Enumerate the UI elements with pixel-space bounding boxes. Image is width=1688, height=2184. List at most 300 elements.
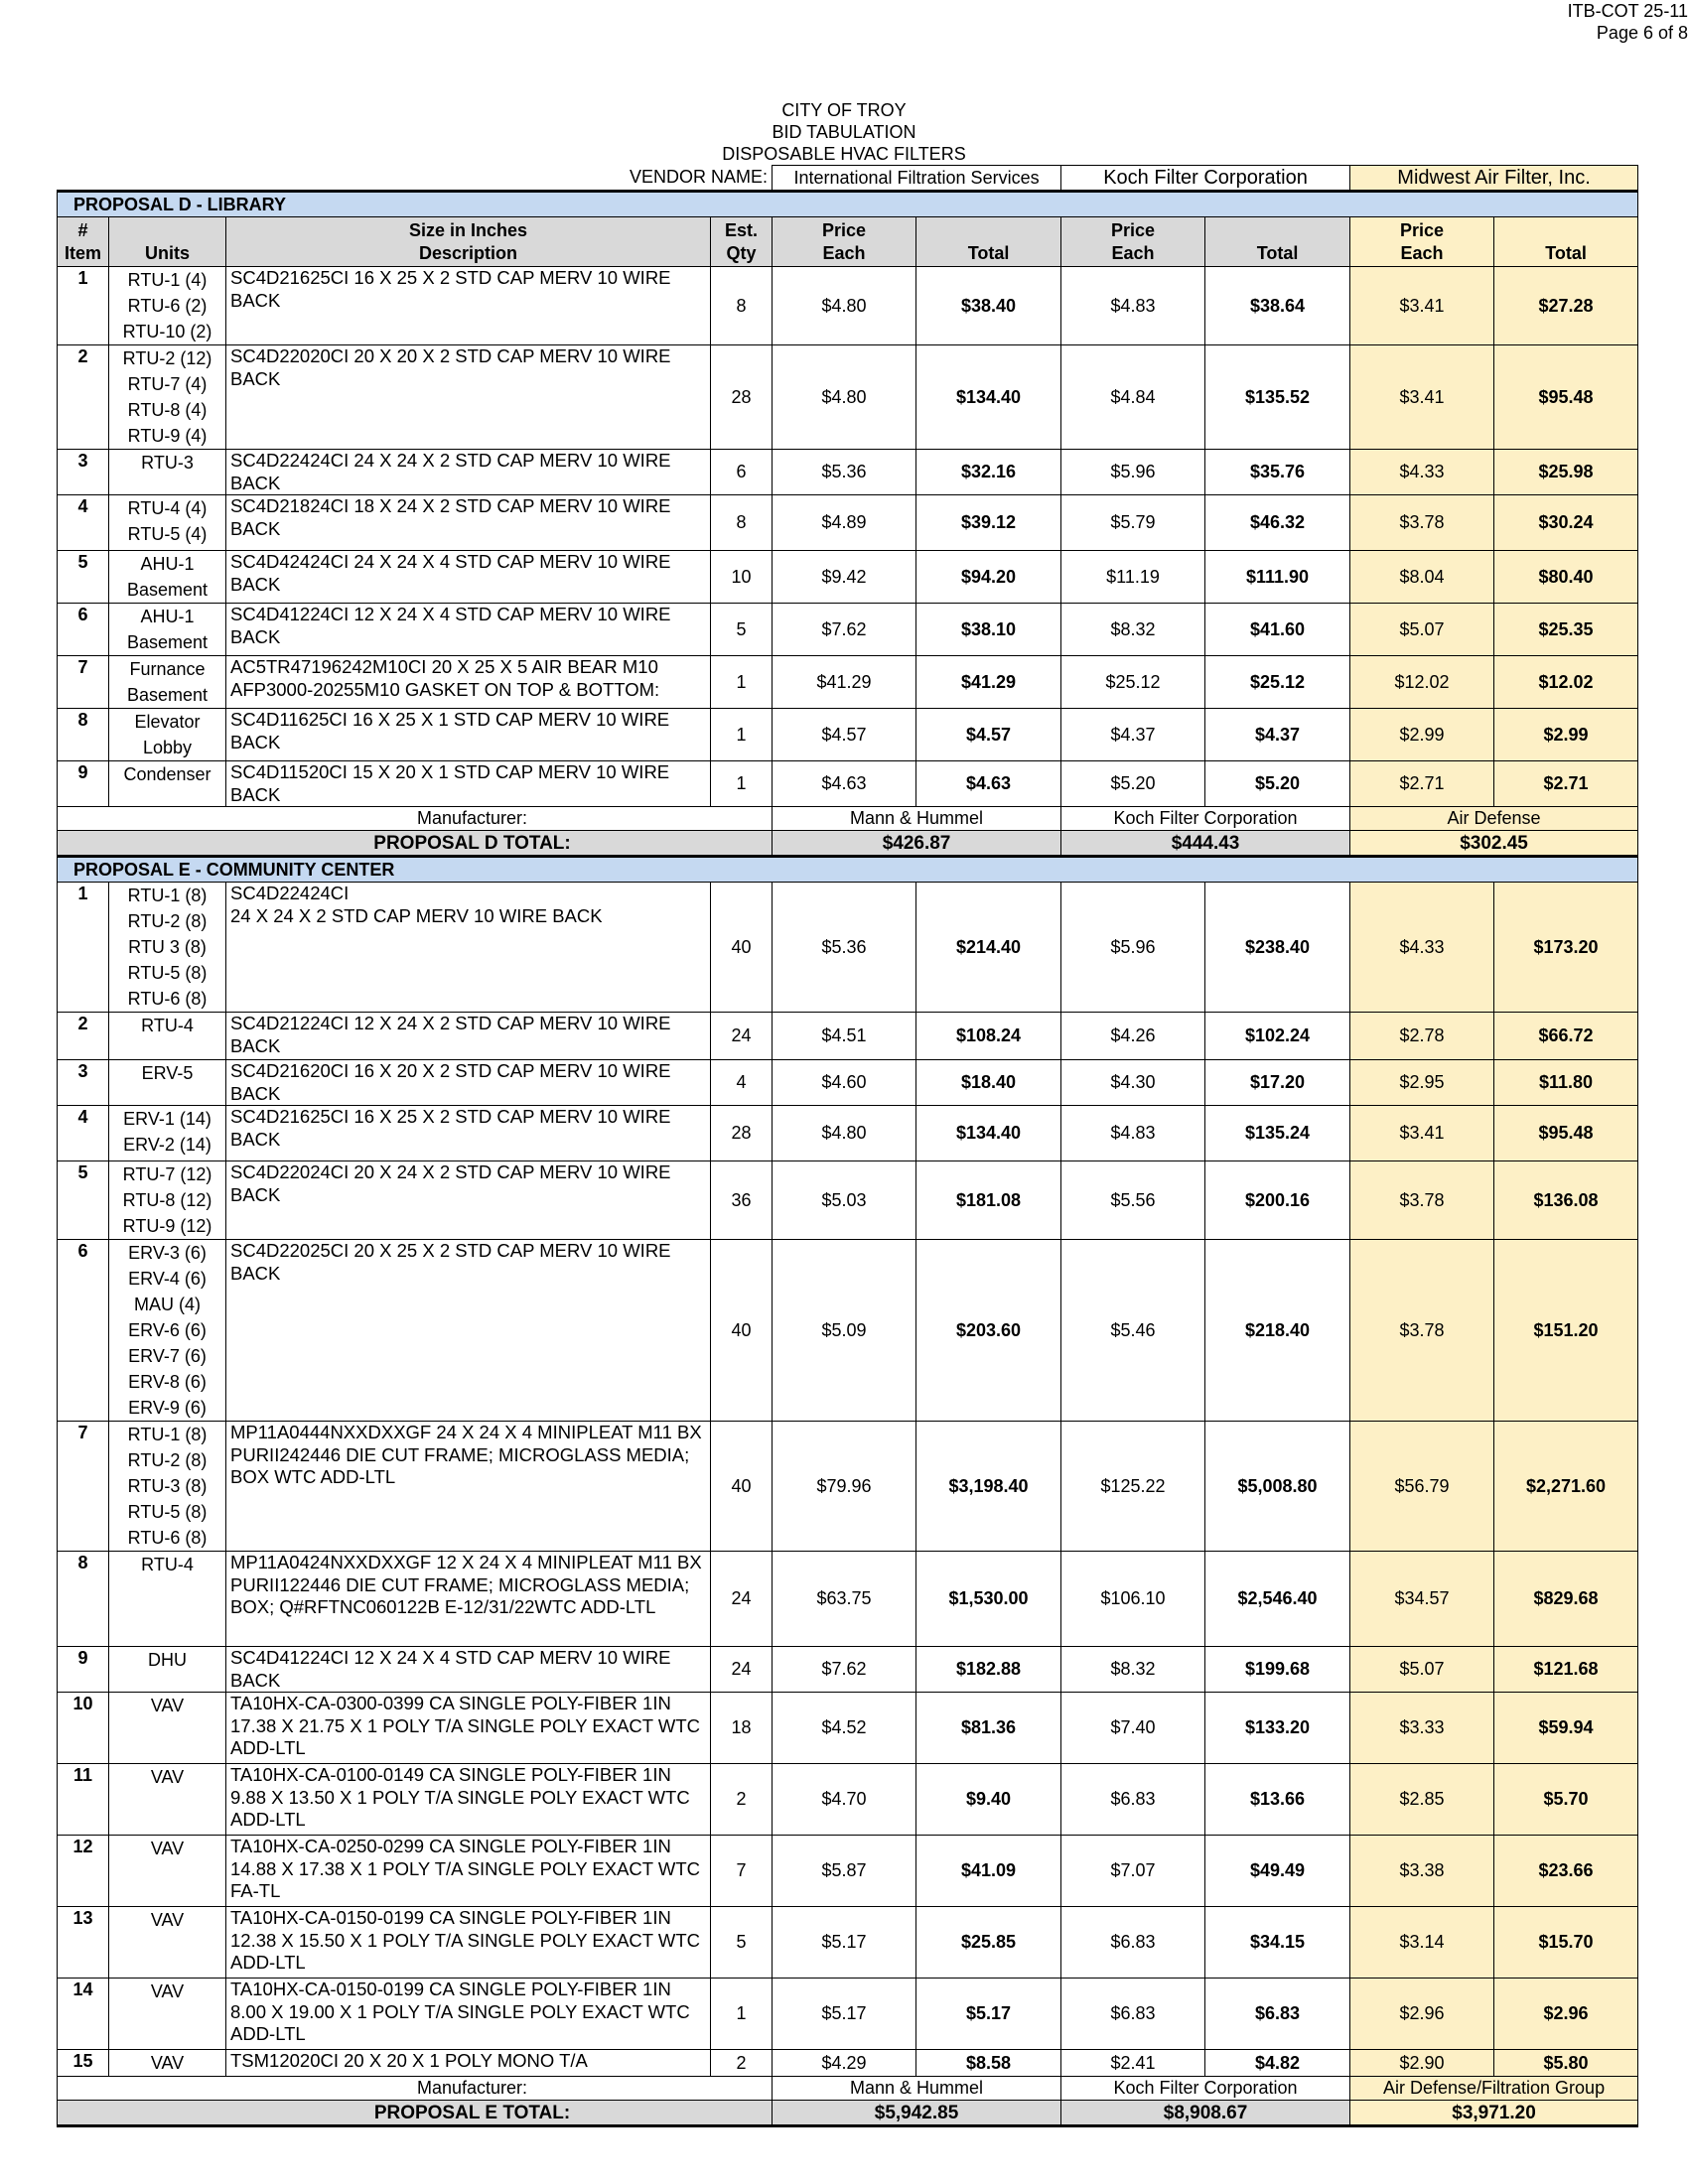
- table-row: [58, 656, 1638, 709]
- description-cell: SC4D22020CI 20 X 20 X 2 STD CAP MERV 10 WIRE BACK: [226, 345, 711, 450]
- total-vendor-1: $134.40: [916, 1106, 1061, 1161]
- unit-label: Lobby: [142, 738, 193, 757]
- unit-label: RTU-2 (8): [127, 911, 208, 931]
- description-cell: SC4D21824CI 18 X 24 X 2 STD CAP MERV 10 WIRE BACK: [226, 495, 711, 551]
- price-each-vendor-1: $41.29: [773, 656, 916, 709]
- units-cell: [109, 2050, 226, 2077]
- item-number: 3: [58, 450, 109, 495]
- total-vendor-1: $3,198.40: [916, 1422, 1061, 1552]
- table-row: [58, 1240, 1638, 1422]
- proposal-total-vendor-2: $444.43: [1061, 831, 1350, 857]
- header-line: [920, 219, 1056, 242]
- description-cell: TA10HX-CA-0300-0399 CA SINGLE POLY-FIBER 1IN 17.38 X 21.75 X 1 POLY T/A SINGLE POLY EXACT WTC ADD-LTL: [226, 1693, 711, 1764]
- page-number: Page 6 of 8: [1596, 23, 1688, 43]
- col-header-item: [58, 217, 109, 267]
- description-cell: MP11A0444NXXDXXGF 24 X 24 X 4 MINIPLEAT M11 BX PURII242446 DIE CUT FRAME; MICROGLASS MEDIA; BOX WTC ADD-LTL: [226, 1422, 711, 1552]
- manufacturer-row: [58, 807, 1638, 831]
- header-line: Est.: [725, 220, 759, 240]
- units-cell: [109, 495, 226, 551]
- item-number: 14: [58, 1979, 109, 2050]
- description-cell: SC4D11625CI 16 X 25 X 1 STD CAP MERV 10 WIRE BACK: [226, 709, 711, 761]
- description-cell: SC4D41224CI 12 X 24 X 4 STD CAP MERV 10 WIRE BACK: [226, 1647, 711, 1693]
- price-each-vendor-2: $4.83: [1061, 1106, 1205, 1161]
- title-bid-tabulation: BID TABULATION: [772, 122, 916, 142]
- price-each-vendor-1: $4.80: [773, 345, 916, 450]
- table-row: [58, 1060, 1638, 1106]
- unit-label: RTU-6 (8): [127, 989, 208, 1009]
- doc-id: ITB-COT 25-11: [1567, 1, 1688, 21]
- qty-cell: 40: [711, 1422, 773, 1552]
- price-each-vendor-1: $63.75: [773, 1552, 916, 1647]
- header-line: Each: [822, 243, 866, 263]
- price-each-vendor-3: $56.79: [1350, 1422, 1494, 1552]
- manufacturer-vendor-3: Air Defense/Filtration Group: [1350, 2077, 1638, 2101]
- unit-label: RTU-5 (8): [127, 1502, 208, 1522]
- unit-label: Basement: [126, 580, 209, 600]
- total-vendor-3: $23.66: [1494, 1836, 1638, 1907]
- total-vendor-1: $9.40: [916, 1764, 1061, 1836]
- total-vendor-2: $135.52: [1205, 345, 1350, 450]
- price-each-vendor-1: $9.42: [773, 551, 916, 604]
- description-cell: TA10HX-CA-0150-0199 CA SINGLE POLY-FIBER 1IN 8.00 X 19.00 X 1 POLY T/A SINGLE POLY EXACT WTC ADD-LTL: [226, 1979, 711, 2050]
- total-vendor-3: $2.99: [1494, 709, 1638, 761]
- proposal-total-vendor-2: $8,908.67: [1061, 2101, 1350, 2126]
- total-vendor-1: $4.63: [916, 761, 1061, 807]
- total-vendor-2: $5.20: [1205, 761, 1350, 807]
- table-row: [58, 495, 1638, 551]
- price-each-vendor-2: $5.96: [1061, 883, 1205, 1013]
- vendor-label: VENDOR NAME:: [630, 167, 769, 188]
- item-number: 4: [58, 495, 109, 551]
- table-row: [58, 1106, 1638, 1161]
- price-each-vendor-1: $4.60: [773, 1060, 916, 1106]
- total-vendor-1: $41.09: [916, 1836, 1061, 1907]
- unit-label: DHU: [148, 1650, 187, 1670]
- qty-cell: 10: [711, 551, 773, 604]
- price-each-vendor-2: $106.10: [1061, 1552, 1205, 1647]
- price-each-vendor-3: $2.78: [1350, 1013, 1494, 1060]
- price-each-vendor-1: $4.80: [773, 267, 916, 345]
- total-vendor-1: $25.85: [916, 1907, 1061, 1979]
- description-cell: SC4D22424CI 24 X 24 X 2 STD CAP MERV 10 WIRE BACK: [226, 450, 711, 495]
- price-each-vendor-3: $3.41: [1350, 345, 1494, 450]
- proposal-total-vendor-1: $426.87: [773, 831, 1061, 857]
- total-vendor-3: $5.80: [1494, 2050, 1638, 2077]
- description-cell: SC4D11520CI 15 X 20 X 1 STD CAP MERV 10 WIRE BACK: [226, 761, 711, 807]
- units-cell: [109, 656, 226, 709]
- total-vendor-3: $59.94: [1494, 1693, 1638, 1764]
- qty-cell: 2: [711, 2050, 773, 2077]
- total-vendor-2: $49.49: [1205, 1836, 1350, 1907]
- qty-cell: 18: [711, 1693, 773, 1764]
- total-vendor-3: $80.40: [1494, 551, 1638, 604]
- total-vendor-1: $4.57: [916, 709, 1061, 761]
- item-number: 2: [58, 345, 109, 450]
- description-cell: SC4D41224CI 12 X 24 X 4 STD CAP MERV 10 WIRE BACK: [226, 604, 711, 656]
- total-vendor-1: $108.24: [916, 1013, 1061, 1060]
- units-cell: [109, 1764, 226, 1836]
- header-line: Units: [145, 243, 190, 263]
- total-vendor-2: $200.16: [1205, 1161, 1350, 1240]
- qty-cell: 5: [711, 1907, 773, 1979]
- price-each-vendor-2: $5.20: [1061, 761, 1205, 807]
- vendor-name-1: International Filtration Services: [773, 166, 1061, 192]
- qty-cell: 24: [711, 1647, 773, 1693]
- total-vendor-2: $38.64: [1205, 267, 1350, 345]
- price-each-vendor-1: $5.17: [773, 1979, 916, 2050]
- qty-cell: 40: [711, 1240, 773, 1422]
- unit-label: RTU-3 (8): [127, 1476, 208, 1496]
- total-vendor-3: $15.70: [1494, 1907, 1638, 1979]
- qty-cell: 4: [711, 1060, 773, 1106]
- price-each-vendor-3: $2.90: [1350, 2050, 1494, 2077]
- total-vendor-1: $94.20: [916, 551, 1061, 604]
- unit-label: RTU 3 (8): [128, 937, 207, 957]
- price-each-vendor-1: $7.62: [773, 1647, 916, 1693]
- total-vendor-3: $151.20: [1494, 1240, 1638, 1422]
- item-number: 2: [58, 1013, 109, 1060]
- units-cell: [109, 345, 226, 450]
- units-cell: [109, 1240, 226, 1422]
- total-vendor-3: $95.48: [1494, 345, 1638, 450]
- header-line: Each: [1111, 243, 1155, 263]
- price-each-vendor-1: $5.09: [773, 1240, 916, 1422]
- description-cell: SC4D21620CI 16 X 20 X 2 STD CAP MERV 10 WIRE BACK: [226, 1060, 711, 1106]
- price-each-vendor-3: $3.41: [1350, 1106, 1494, 1161]
- total-vendor-1: $41.29: [916, 656, 1061, 709]
- total-vendor-3: $12.02: [1494, 656, 1638, 709]
- header-line: Price: [822, 220, 867, 240]
- description-cell: TA10HX-CA-0100-0149 CA SINGLE POLY-FIBER 1IN 9.88 X 13.50 X 1 POLY T/A SINGLE POLY EXACT WTC ADD-LTL: [226, 1764, 711, 1836]
- qty-cell: 7: [711, 1836, 773, 1907]
- total-vendor-2: $4.37: [1205, 709, 1350, 761]
- units-cell: [109, 1013, 226, 1060]
- table-row: [58, 1979, 1638, 2050]
- description-cell: SC4D22025CI 20 X 25 X 2 STD CAP MERV 10 WIRE BACK: [226, 1240, 711, 1422]
- header-line: Size in Inches: [408, 220, 528, 240]
- total-vendor-2: $34.15: [1205, 1907, 1350, 1979]
- price-each-vendor-1: $5.36: [773, 450, 916, 495]
- table-row: [58, 1907, 1638, 1979]
- unit-label: RTU-1 (8): [127, 886, 208, 905]
- table-row: [58, 345, 1638, 450]
- price-each-vendor-2: $4.26: [1061, 1013, 1205, 1060]
- units-cell: [109, 1106, 226, 1161]
- item-number: 15: [58, 2050, 109, 2077]
- unit-label: RTU-8 (4): [127, 400, 208, 420]
- units-cell: [109, 1161, 226, 1240]
- total-vendor-1: $39.12: [916, 495, 1061, 551]
- item-number: 5: [58, 551, 109, 604]
- price-each-vendor-3: $4.33: [1350, 450, 1494, 495]
- price-each-vendor-3: $2.85: [1350, 1764, 1494, 1836]
- unit-label: RTU-1 (8): [127, 1425, 208, 1444]
- price-each-vendor-1: $4.70: [773, 1764, 916, 1836]
- price-each-vendor-2: $8.32: [1061, 604, 1205, 656]
- title-city: CITY OF TROY: [781, 100, 907, 120]
- unit-label: RTU-4: [141, 1016, 194, 1035]
- total-vendor-2: $5,008.80: [1205, 1422, 1350, 1552]
- col-header-total-1: [916, 217, 1061, 267]
- total-vendor-1: $8.58: [916, 2050, 1061, 2077]
- item-number: 5: [58, 1161, 109, 1240]
- col-header-qty: [711, 217, 773, 267]
- price-each-vendor-3: $3.78: [1350, 495, 1494, 551]
- unit-label: RTU-4 (4): [127, 498, 208, 518]
- manufacturer-row: [58, 2077, 1638, 2101]
- manufacturer-vendor-2: Koch Filter Corporation: [1061, 807, 1350, 831]
- col-header-price-3: [1350, 217, 1494, 267]
- total-vendor-2: $6.83: [1205, 1979, 1350, 2050]
- units-cell: [109, 1060, 226, 1106]
- item-number: 7: [58, 1422, 109, 1552]
- qty-cell: 28: [711, 345, 773, 450]
- column-header-row: [58, 217, 1638, 267]
- unit-label: ERV-7 (6): [128, 1346, 207, 1366]
- unit-label: RTU-3: [141, 453, 194, 473]
- price-each-vendor-3: $5.07: [1350, 604, 1494, 656]
- total-vendor-2: $46.32: [1205, 495, 1350, 551]
- total-vendor-1: $182.88: [916, 1647, 1061, 1693]
- proposal-total-label: PROPOSAL E TOTAL:: [58, 2101, 773, 2126]
- total-vendor-1: $81.36: [916, 1693, 1061, 1764]
- unit-label: ERV-2 (14): [123, 1135, 211, 1155]
- header-line: [1498, 219, 1633, 242]
- units-cell: [109, 883, 226, 1013]
- price-each-vendor-2: $4.30: [1061, 1060, 1205, 1106]
- unit-label: ERV-3 (6): [128, 1243, 207, 1263]
- item-number: 9: [58, 761, 109, 807]
- item-number: 9: [58, 1647, 109, 1693]
- total-vendor-3: $136.08: [1494, 1161, 1638, 1240]
- unit-label: RTU-6 (8): [127, 1528, 208, 1548]
- unit-label: RTU-7 (4): [127, 374, 208, 394]
- table-row: [58, 267, 1638, 345]
- description-cell: SC4D22024CI 20 X 24 X 2 STD CAP MERV 10 WIRE BACK: [226, 1161, 711, 1240]
- vendor-name-3: Midwest Air Filter, Inc.: [1350, 166, 1638, 192]
- table-row: [58, 1647, 1638, 1693]
- table-row: [58, 450, 1638, 495]
- qty-cell: 8: [711, 495, 773, 551]
- table-row: [58, 1161, 1638, 1240]
- unit-label: RTU-5 (4): [127, 524, 208, 544]
- price-each-vendor-3: $3.38: [1350, 1836, 1494, 1907]
- col-header-total-3: [1494, 217, 1638, 267]
- col-header-price-1: [773, 217, 916, 267]
- table-row: [58, 709, 1638, 761]
- qty-cell: 1: [711, 761, 773, 807]
- price-each-vendor-3: $2.71: [1350, 761, 1494, 807]
- header-line: Item: [64, 243, 101, 263]
- total-vendor-2: $25.12: [1205, 656, 1350, 709]
- description-cell: SC4D22424CI 24 X 24 X 2 STD CAP MERV 10 WIRE BACK: [226, 883, 711, 1013]
- total-vendor-3: $121.68: [1494, 1647, 1638, 1693]
- proposal-total-row: [58, 2101, 1638, 2126]
- price-each-vendor-2: $125.22: [1061, 1422, 1205, 1552]
- title-subject: DISPOSABLE HVAC FILTERS: [722, 144, 966, 164]
- proposal-total-vendor-3: $3,971.20: [1350, 2101, 1638, 2126]
- units-cell: [109, 709, 226, 761]
- description-cell: TA10HX-CA-0150-0199 CA SINGLE POLY-FIBER 1IN 12.38 X 15.50 X 1 POLY T/A SINGLE POLY EXACT WTC ADD-LTL: [226, 1907, 711, 1979]
- qty-cell: 40: [711, 883, 773, 1013]
- unit-label: ERV-5: [141, 1063, 194, 1083]
- total-vendor-2: $133.20: [1205, 1693, 1350, 1764]
- total-vendor-2: $218.40: [1205, 1240, 1350, 1422]
- table-row: [58, 551, 1638, 604]
- total-vendor-3: $173.20: [1494, 883, 1638, 1013]
- table-row: [58, 1013, 1638, 1060]
- price-each-vendor-2: $5.56: [1061, 1161, 1205, 1240]
- qty-cell: 24: [711, 1013, 773, 1060]
- total-vendor-3: $2.71: [1494, 761, 1638, 807]
- units-cell: [109, 1422, 226, 1552]
- manufacturer-vendor-1: Mann & Hummel: [773, 2077, 1061, 2101]
- unit-label: RTU-9 (12): [122, 1216, 212, 1236]
- unit-label: VAV: [150, 1981, 185, 2001]
- total-vendor-2: $102.24: [1205, 1013, 1350, 1060]
- document-title-block: [616, 99, 1072, 165]
- description-cell: MP11A0424NXXDXXGF 12 X 24 X 4 MINIPLEAT M11 BX PURII122446 DIE CUT FRAME; MICROGLASS MEDIA; BOX; Q#RFTNC060122B E-12/31/22WTC ADD-LTL: [226, 1552, 711, 1647]
- price-each-vendor-3: $3.78: [1350, 1161, 1494, 1240]
- total-vendor-1: $32.16: [916, 450, 1061, 495]
- total-vendor-2: $111.90: [1205, 551, 1350, 604]
- unit-label: RTU-9 (4): [127, 426, 208, 446]
- price-each-vendor-3: $3.14: [1350, 1907, 1494, 1979]
- units-cell: [109, 1552, 226, 1647]
- price-each-vendor-1: $79.96: [773, 1422, 916, 1552]
- unit-label: RTU-1 (4): [127, 270, 208, 290]
- qty-cell: 1: [711, 1979, 773, 2050]
- units-cell: [109, 551, 226, 604]
- unit-label: AHU-1: [140, 607, 195, 626]
- item-number: 6: [58, 604, 109, 656]
- description-cell: SC4D42424CI 24 X 24 X 4 STD CAP MERV 10 WIRE BACK: [226, 551, 711, 604]
- price-each-vendor-1: $4.57: [773, 709, 916, 761]
- price-each-vendor-3: $4.33: [1350, 883, 1494, 1013]
- total-vendor-1: $1,530.00: [916, 1552, 1061, 1647]
- price-each-vendor-3: $12.02: [1350, 656, 1494, 709]
- total-vendor-1: $181.08: [916, 1161, 1061, 1240]
- total-vendor-3: $2.96: [1494, 1979, 1638, 2050]
- total-vendor-3: $11.80: [1494, 1060, 1638, 1106]
- item-number: 13: [58, 1907, 109, 1979]
- price-each-vendor-3: $2.96: [1350, 1979, 1494, 2050]
- section-header-row: [58, 192, 1638, 217]
- header-line: Total: [1256, 243, 1299, 263]
- table-row: [58, 604, 1638, 656]
- total-vendor-1: $203.60: [916, 1240, 1061, 1422]
- header-line: Qty: [726, 243, 757, 263]
- manufacturer-vendor-1: Mann & Hummel: [773, 807, 1061, 831]
- price-each-vendor-1: $4.51: [773, 1013, 916, 1060]
- table-row: [58, 2050, 1638, 2077]
- total-vendor-3: $2,271.60: [1494, 1422, 1638, 1552]
- total-vendor-2: $135.24: [1205, 1106, 1350, 1161]
- manufacturer-label: Manufacturer:: [58, 807, 773, 831]
- price-each-vendor-3: $2.99: [1350, 709, 1494, 761]
- units-cell: [109, 450, 226, 495]
- header-line: Total: [1545, 243, 1587, 263]
- unit-label: VAV: [150, 2053, 185, 2073]
- unit-label: RTU-7 (12): [122, 1164, 212, 1184]
- qty-cell: 1: [711, 709, 773, 761]
- price-each-vendor-2: $25.12: [1061, 656, 1205, 709]
- price-each-vendor-1: $4.89: [773, 495, 916, 551]
- description-cell: AC5TR47196242M10CI 20 X 25 X 5 AIR BEAR M10 AFP3000-20255M10 GASKET ON TOP & BOTTOM:: [226, 656, 711, 709]
- unit-label: MAU (4): [134, 1295, 201, 1314]
- units-cell: [109, 1836, 226, 1907]
- qty-cell: 36: [711, 1161, 773, 1240]
- unit-label: VAV: [150, 1696, 185, 1715]
- header-line: Price: [1111, 220, 1156, 240]
- header-line: Each: [1400, 243, 1444, 263]
- item-number: 8: [58, 709, 109, 761]
- total-vendor-2: $35.76: [1205, 450, 1350, 495]
- unit-label: Furnance: [129, 659, 206, 679]
- unit-label: RTU-8 (12): [122, 1190, 212, 1210]
- price-each-vendor-1: $5.87: [773, 1836, 916, 1907]
- total-vendor-3: $5.70: [1494, 1764, 1638, 1836]
- price-each-vendor-1: $5.03: [773, 1161, 916, 1240]
- price-each-vendor-3: $34.57: [1350, 1552, 1494, 1647]
- price-each-vendor-1: $4.29: [773, 2050, 916, 2077]
- unit-label: RTU-5 (8): [127, 963, 208, 983]
- price-each-vendor-2: $6.83: [1061, 1907, 1205, 1979]
- item-number: 1: [58, 883, 109, 1013]
- qty-cell: 8: [711, 267, 773, 345]
- unit-label: ERV-1 (14): [123, 1109, 211, 1129]
- price-each-vendor-2: $11.19: [1061, 551, 1205, 604]
- price-each-vendor-2: $7.40: [1061, 1693, 1205, 1764]
- item-number: 1: [58, 267, 109, 345]
- qty-cell: 28: [711, 1106, 773, 1161]
- item-number: 10: [58, 1693, 109, 1764]
- price-each-vendor-1: $4.63: [773, 761, 916, 807]
- item-number: 12: [58, 1836, 109, 1907]
- header-line: #: [77, 220, 88, 240]
- total-vendor-2: $13.66: [1205, 1764, 1350, 1836]
- table-row: [58, 1422, 1638, 1552]
- item-number: 3: [58, 1060, 109, 1106]
- price-each-vendor-2: $5.96: [1061, 450, 1205, 495]
- price-each-vendor-2: $4.84: [1061, 345, 1205, 450]
- unit-label: ERV-8 (6): [128, 1372, 207, 1392]
- table-row: [58, 1764, 1638, 1836]
- price-each-vendor-1: $7.62: [773, 604, 916, 656]
- item-number: 11: [58, 1764, 109, 1836]
- unit-label: Basement: [126, 685, 209, 705]
- units-cell: [109, 267, 226, 345]
- description-cell: TSM12020CI 20 X 20 X 1 POLY MONO T/A: [226, 2050, 711, 2077]
- unit-label: RTU-10 (2): [122, 322, 212, 341]
- table-row: [58, 761, 1638, 807]
- header-line: Price: [1400, 220, 1445, 240]
- col-header-total-2: [1205, 217, 1350, 267]
- bid-tabulation-table: [57, 165, 1638, 2127]
- price-each-vendor-3: $3.33: [1350, 1693, 1494, 1764]
- unit-label: VAV: [150, 1839, 185, 1858]
- total-vendor-2: $41.60: [1205, 604, 1350, 656]
- total-vendor-1: $38.10: [916, 604, 1061, 656]
- total-vendor-3: $27.28: [1494, 267, 1638, 345]
- col-header-units: [109, 217, 226, 267]
- table-row: [58, 1836, 1638, 1907]
- price-each-vendor-3: $3.78: [1350, 1240, 1494, 1422]
- price-each-vendor-1: $5.17: [773, 1907, 916, 1979]
- col-header-price-2: [1061, 217, 1205, 267]
- units-cell: [109, 1647, 226, 1693]
- unit-label: RTU-4: [141, 1555, 194, 1574]
